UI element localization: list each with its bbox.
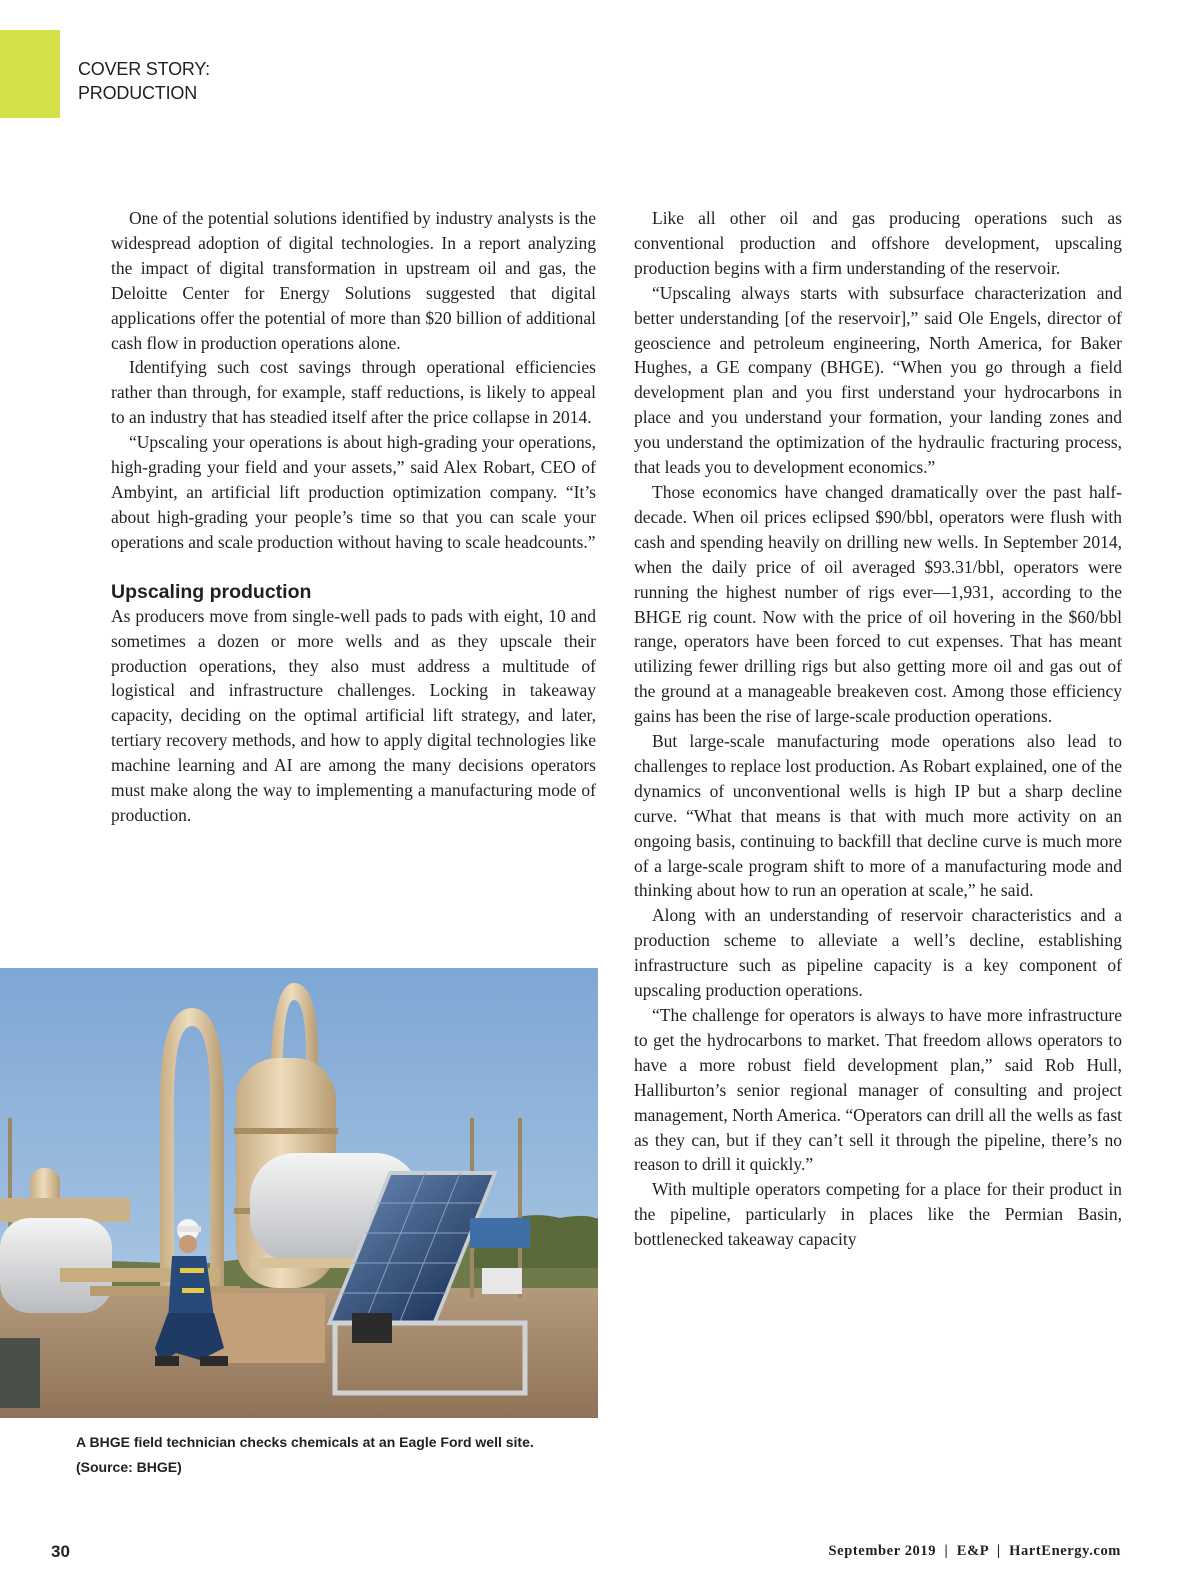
- article-paragraph: But large-scale manufacturing mode operations also lead to challenges to replace lost production. As Robart explained, one of the dynamics of unconventional wells is high IP but a sharp decline curve. “What that means is that with much more activity on an ongoing basis, continuing to backfill that decline curve is much more of a large-scale program shift to more of a manufacturing mode and thinking about how to run an operation at scale,” he said.: [634, 731, 1122, 901]
- section-label-line1: COVER STORY:: [78, 59, 210, 79]
- section-label-line2: PRODUCTION: [78, 83, 197, 103]
- photo-caption-line2: (Source: BHGE): [76, 1459, 182, 1475]
- article-right-column: [634, 206, 1122, 1252]
- section-accent-bar: [0, 30, 60, 118]
- photo-caption: [76, 1430, 606, 1480]
- article-paragraph: With multiple operators competing for a place for their product in the pipeline, particularly in places like the Permian Basin, bottlenecked takeaway capacity: [634, 1179, 1122, 1250]
- article-paragraph: Like all other oil and gas producing operations such as conventional production and offshore development, upscaling production begins with a firm understanding of the reservoir.: [634, 208, 1122, 278]
- article-paragraph: Along with an understanding of reservoir characteristics and a production scheme to alleviate a well’s decline, establishing infrastructure such as pipeline capacity is a key component of upscaling production operations.: [634, 905, 1122, 1001]
- article-paragraph: Identifying such cost savings through operational efficiencies rather than through, for example, staff reductions, is likely to appeal to an industry that has steadied itself after the price collapse in 2014.: [111, 357, 596, 428]
- article-paragraph: Those economics have changed dramatically over the past half-decade. When oil prices eclipsed $90/bbl, operators were flush with cash and spending heavily on drilling new wells. In September 2014, when the daily price of oil averaged $93.31/bbl, operators were running the highest number of rigs ever—1,931, according to the BHGE rig count. Now with the price of oil hovering in the $60/bbl range, operators have been forced to cut expenses. That has meant utilizing fewer drilling rigs but also getting more oil and gas out of the ground at a manageable breakeven cost. Among those efficiency gains has been the rise of large-scale production operations.: [634, 481, 1122, 727]
- photo-caption-line1: A BHGE field technician checks chemicals at an Eagle Ford well site.: [76, 1434, 534, 1450]
- article-paragraph: “The challenge for operators is always to have more infrastructure to get the hydrocarbons to market. That freedom allows operators to have a more robust field development plan,” said Rob Hull, Halliburton’s senior regional manager of consulting and project management, North America. “Operators can drill all the wells as fast as they can, but if they can’t sell it through the pipeline, there’s no reason to drill it quickly.”: [634, 1005, 1122, 1175]
- issue-line: September 2019 | E&P | HartEnergy.com: [828, 1543, 1121, 1559]
- well-site-photo: [0, 968, 598, 1418]
- article-paragraph: One of the potential solutions identified by industry analysts is the widespread adoption of digital technologies. In a report analyzing the impact of digital transformation in upstream oil and gas, the Deloitte Center for Energy Solutions suggested that digital applications offer the potential of more than $20 billion of additional cash flow in production operations alone.: [111, 208, 596, 353]
- article-paragraph: As producers move from single-well pads to pads with eight, 10 and sometimes a dozen or more wells and as they upscale their production operations, they also must address a multitude of logistical and infrastructure challenges. Locking in takeaway capacity, deciding on the optimal artificial lift strategy, and later, tertiary recovery methods, and how to apply digital technologies like machine learning and AI are among the many decisions operators must make along the way to implementing a manufacturing mode of production.: [111, 605, 596, 825]
- page-number: 30: [51, 1542, 70, 1561]
- section-subhead: Upscaling production: [111, 580, 312, 603]
- issue-footer: [829, 1543, 1122, 1560]
- article-left-column: [111, 206, 596, 828]
- article-paragraph: “Upscaling your operations is about high-grading your operations, high-grading your field and your assets,” said Alex Robart, CEO of Ambyint, an artificial lift production optimization company. “It’s about high-grading your people’s time so that you can scale your operations and scale production without having to scale headcounts.”: [111, 432, 596, 552]
- article-paragraph: “Upscaling always starts with subsurface characterization and better understanding [of the reservoir],” said Ole Engels, director of geoscience and petroleum engineering, North America, for Baker Hughes, a GE company (BHGE). “When you go through a field development plan and you first understand your hydrocarbons in place and you understand your formation, your landing zones and you understand the optimization of the hydraulic fracturing process, that leads you to development economics.”: [634, 282, 1122, 478]
- section-label: [78, 57, 210, 105]
